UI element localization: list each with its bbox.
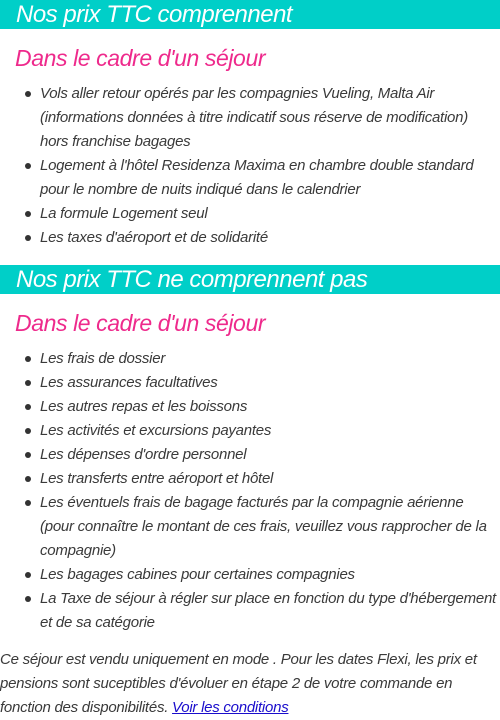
bullet-icon bbox=[25, 476, 31, 482]
list-item-text: La formule Logement seul bbox=[40, 205, 208, 222]
list-item-text: Les transferts entre aéroport et hôtel bbox=[40, 470, 274, 487]
bullet-icon bbox=[25, 211, 31, 217]
section-banner-excluded: Nos prix TTC ne comprennent pas bbox=[0, 265, 500, 294]
list-item bbox=[0, 371, 500, 395]
list-item bbox=[0, 202, 500, 226]
list-item bbox=[0, 443, 500, 467]
bullet-icon bbox=[25, 91, 31, 97]
section-subtitle-included: Dans le cadre d'un séjour bbox=[15, 45, 266, 71]
list-item bbox=[0, 226, 500, 250]
list-item-text: Les activités et excursions payantes bbox=[40, 422, 272, 439]
bullet-icon bbox=[25, 356, 31, 362]
section-banner-included: Nos prix TTC comprennent bbox=[0, 0, 500, 29]
list-item bbox=[0, 154, 500, 202]
list-item-text: La Taxe de séjour à régler sur place en fonction du type d'hébergement et de sa catégorie bbox=[40, 590, 496, 631]
list-item-text: Les éventuels frais de bagage facturés par la compagnie aérienne (pour connaître le montant de ces frais, veuillez vous rapprocher de la compagnie) bbox=[40, 494, 487, 559]
bullet-icon bbox=[25, 572, 31, 578]
included-list bbox=[0, 82, 500, 250]
list-item bbox=[0, 419, 500, 443]
bullet-icon bbox=[25, 404, 31, 410]
section-excluded bbox=[0, 265, 500, 635]
bullet-icon bbox=[25, 596, 31, 602]
excluded-list bbox=[0, 347, 500, 635]
list-item-text: Les autres repas et les boissons bbox=[40, 398, 248, 415]
list-item bbox=[0, 491, 500, 563]
list-item-text: Les frais de dossier bbox=[40, 350, 166, 367]
bullet-icon bbox=[25, 235, 31, 241]
list-item bbox=[0, 467, 500, 491]
list-item bbox=[0, 82, 500, 154]
list-item-text: Les assurances facultatives bbox=[40, 374, 218, 391]
section-subtitle-excluded: Dans le cadre d'un séjour bbox=[15, 310, 266, 336]
list-item-text: Les dépenses d'ordre personnel bbox=[40, 446, 247, 463]
section-included bbox=[0, 0, 500, 250]
list-item bbox=[0, 563, 500, 587]
bullet-icon bbox=[25, 428, 31, 434]
list-item bbox=[0, 347, 500, 371]
bullet-icon bbox=[25, 500, 31, 506]
list-item-text: Les taxes d'aéroport et de solidarité bbox=[40, 229, 268, 246]
conditions-link[interactable]: Voir les conditions bbox=[172, 699, 289, 716]
footer-note bbox=[0, 648, 500, 720]
footer-note-text: Ce séjour est vendu uniquement en mode . Pour les dates Flexi, les prix et pensions sont suceptibles d'évoluer en étape 2 de votre commande en fonction des disponibilités. bbox=[0, 651, 477, 716]
list-item-text: Les bagages cabines pour certaines compagnies bbox=[40, 566, 355, 583]
bullet-icon bbox=[25, 452, 31, 458]
bullet-icon bbox=[25, 380, 31, 386]
bullet-icon bbox=[25, 163, 31, 169]
list-item bbox=[0, 395, 500, 419]
list-item bbox=[0, 587, 500, 635]
list-item-text: Logement à l'hôtel Residenza Maxima en chambre double standard pour le nombre de nuits indiqué dans le calendrier bbox=[40, 157, 474, 198]
list-item-text: Vols aller retour opérés par les compagnies Vueling, Malta Air (informations données à titre indicatif sous réserve de modification) hors franchise bagages bbox=[40, 85, 468, 150]
